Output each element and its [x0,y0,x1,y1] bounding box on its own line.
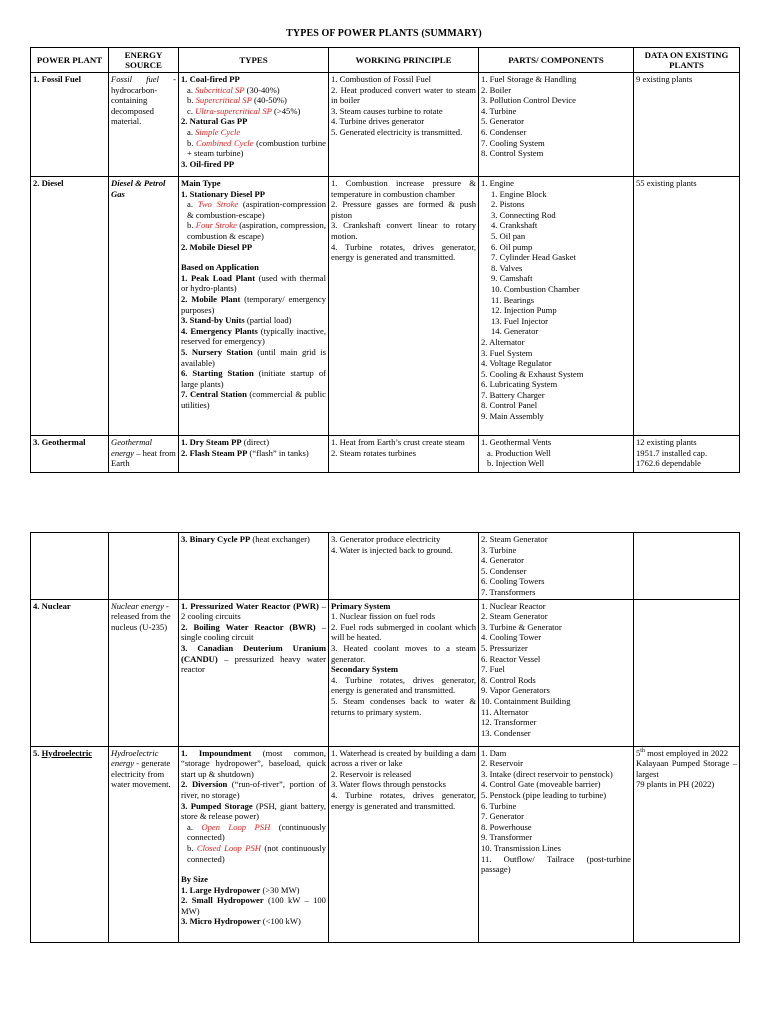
parts-cell: 1. Geothermal Vents a. Production Well b. Injection Well [479,436,634,473]
types-cell: 1. Coal-fired PP a. Subcritical SP (30-40%) b. Supercritical SP (40-50%) c. Ultra-supercritical SP (>45%) 2. Natural Gas PP a. Simple Cycle b. Combined Cycle (combustion turbine + steam turbine) 3. Oil-fired PP [179,73,329,177]
table-header-row [31,48,740,73]
working-principle-cell: 1. Waterhead is created by building a dam across a river or lake 2. Reservoir is released 3. Water flows through penstocks 4. Turbine rotates, drives generator, energy is generated and transmitted. [329,746,479,942]
energy-source-cell: Hydroelectric energy - generate electricity from water movement. [109,746,179,942]
types-cell: 1. Impoundment (most common, “storage hydropower”, baseload, quick start up & shutdown) 2. Diversion (“run-of-river”, portion of river, no storage) 3. Pumped Storage (PSH, giant battery, store & release power) a. Open Loop PSH (continuously connected) b. Closed Loop PSH (not continuously connected) By Size 1. Large Hydropower (>30 MW) 2. Small Hydropower (100 kW – 100 MW) 3. Micro Hydropower (<100 kW) [179,746,329,942]
working-principle-cell: 3. Generator produce electricity 4. Water is injected back to ground. [329,533,479,600]
types-cell: 1. Pressurized Water Reactor (PWR) – 2 cooling circuits 2. Boiling Water Reactor (BWR) – single cooling circuit 3. Canadian Deuterium Uranium (CANDU) – pressurized heavy water reactor [179,599,329,746]
plant-name-cell: 1. Fossil Fuel [31,73,109,177]
power-plants-table-part-1 [30,47,740,473]
existing-plants-cell [634,533,740,600]
parts-cell: 1. Engine 1. Engine Block 2. Pistons 3. Connecting Rod 4. Crankshaft 5. Oil pan 6. Oil pump 7. Cylinder Head Gasket 8. Valves 9. Camshaft 10. Combustion Chamber 11. Bearings 12. Injection Pump 13. Fuel Injector 14. Generator 2. Alternator 3. Fuel System 4. Voltage Regulator 5. Cooling & Exhaust System 6. Lubricating System 7. Battery Charger 8. Control Panel 9. Main Assembly [479,177,634,436]
plant-name-cell: 5. Hydroelectric [31,746,109,942]
plant-name-cell: 2. Diesel [31,177,109,436]
table-row-fossil-fuel [31,73,740,177]
header-power-plant: POWER PLANT [31,48,109,73]
existing-plants-cell: 12 existing plants 1951.7 installed cap. 1762.6 dependable [634,436,740,473]
existing-plants-cell: 55 existing plants [634,177,740,436]
plant-name-cell [31,533,109,600]
types-cell: 3. Binary Cycle PP (heat exchanger) [179,533,329,600]
working-principle-cell: 1. Combustion increase pressure & temperature in combustion chamber 2. Pressure gasses are formed & push piston 3. Crankshaft convert linear to rotary motion. 4. Turbine rotates, drives generator, energy is generated and transmitted. [329,177,479,436]
header-types: TYPES [179,48,329,73]
energy-source-cell: Fossil fuel - hydrocarbon-containing decomposed material. [109,73,179,177]
existing-plants-cell [634,599,740,746]
header-working-principle: WORKING PRINCIPLE [329,48,479,73]
types-cell: Main Type 1. Stationary Diesel PP a. Two Stroke (aspiration-compression & combustion-escape) b. Four Stroke (aspiration, compression, combustion & escape) 2. Mobile Diesel PP Based on Application 1. Peak Load Plant (used with thermal or hydro-plants) 2. Mobile Plant (temporary/ emergency purposes) 3. Stand-by Units (partial load) 4. Emergency Plants (typically inactive, reserved for emergency) 5. Nursery Station (until main grid is available) 6. Starting Station (initiate startup of large plants) 7. Central Station (commercial & public utilities) [179,177,329,436]
power-plants-table-part-2 [30,532,740,943]
energy-source-cell: Nuclear energy - released from the nucleus (U-235) [109,599,179,746]
energy-source-cell [109,533,179,600]
header-data-existing-plants: DATA ON EXISTING PLANTS [634,48,740,73]
existing-plants-cell: 9 existing plants [634,73,740,177]
parts-cell: 2. Steam Generator 3. Turbine 4. Generator 5. Condenser 6. Cooling Towers 7. Transformers [479,533,634,600]
plant-name-cell: 4. Nuclear [31,599,109,746]
header-energy-source: ENERGY SOURCE [109,48,179,73]
parts-cell: 1. Nuclear Reactor 2. Steam Generator 3. Turbine & Generator 4. Cooling Tower 5. Pressurizer 6. Reactor Vessel 7. Fuel 8. Control Rods 9. Vapor Generators 10. Containment Building 11. Alternator 12. Transformer 13. Condenser [479,599,634,746]
header-parts-components: PARTS/ COMPONENTS [479,48,634,73]
table-row-nuclear [31,599,740,746]
energy-source-cell: Geothermal energy – heat from Earth [109,436,179,473]
energy-source-cell: Diesel & Petrol Gas [109,177,179,436]
table-row-diesel [31,177,740,436]
existing-plants-cell: 5th most employed in 2022 Kalayaan Pumped Storage – largest 79 plants in PH (2022) [634,746,740,942]
working-principle-cell: 1. Combustion of Fossil Fuel 2. Heat produced convert water to steam in boiler 3. Steam causes turbine to rotate 4. Turbine drives generator 5. Generated electricity is transmitted. [329,73,479,177]
table-row-geothermal [31,436,740,473]
working-principle-cell: Primary System 1. Nuclear fission on fuel rods 2. Fuel rods submerged in coolant which will be heated. 3. Heated coolant moves to a steam generator. Secondary System 4. Turbine rotates, drives generator, energy is generated and transmitted. 5. Steam condenses back to water & returns to primary system. [329,599,479,746]
table-row-hydroelectric [31,746,740,942]
document-title: TYPES OF POWER PLANTS (SUMMARY) [286,28,482,39]
plant-name-cell: 3. Geothermal [31,436,109,473]
working-principle-cell: 1. Heat from Earth’s crust create steam 2. Steam rotates turbines [329,436,479,473]
types-cell: 1. Dry Steam PP (direct) 2. Flash Steam PP (“flash” in tanks) [179,436,329,473]
parts-cell: 1. Fuel Storage & Handling 2. Boiler 3. Pollution Control Device 4. Turbine 5. Generator 6. Condenser 7. Cooling System 8. Control System [479,73,634,177]
parts-cell: 1. Dam 2. Reservoir 3. Intake (direct reservoir to penstock) 4. Control Gate (moveable barrier) 5. Penstock (pipe leading to turbine) 6. Turbine 7. Generator 8. Powerhouse 9. Transformer 10. Transmission Lines 11. Outflow/ Tailrace (post-turbine passage) [479,746,634,942]
table-row-geothermal-continued [31,533,740,600]
